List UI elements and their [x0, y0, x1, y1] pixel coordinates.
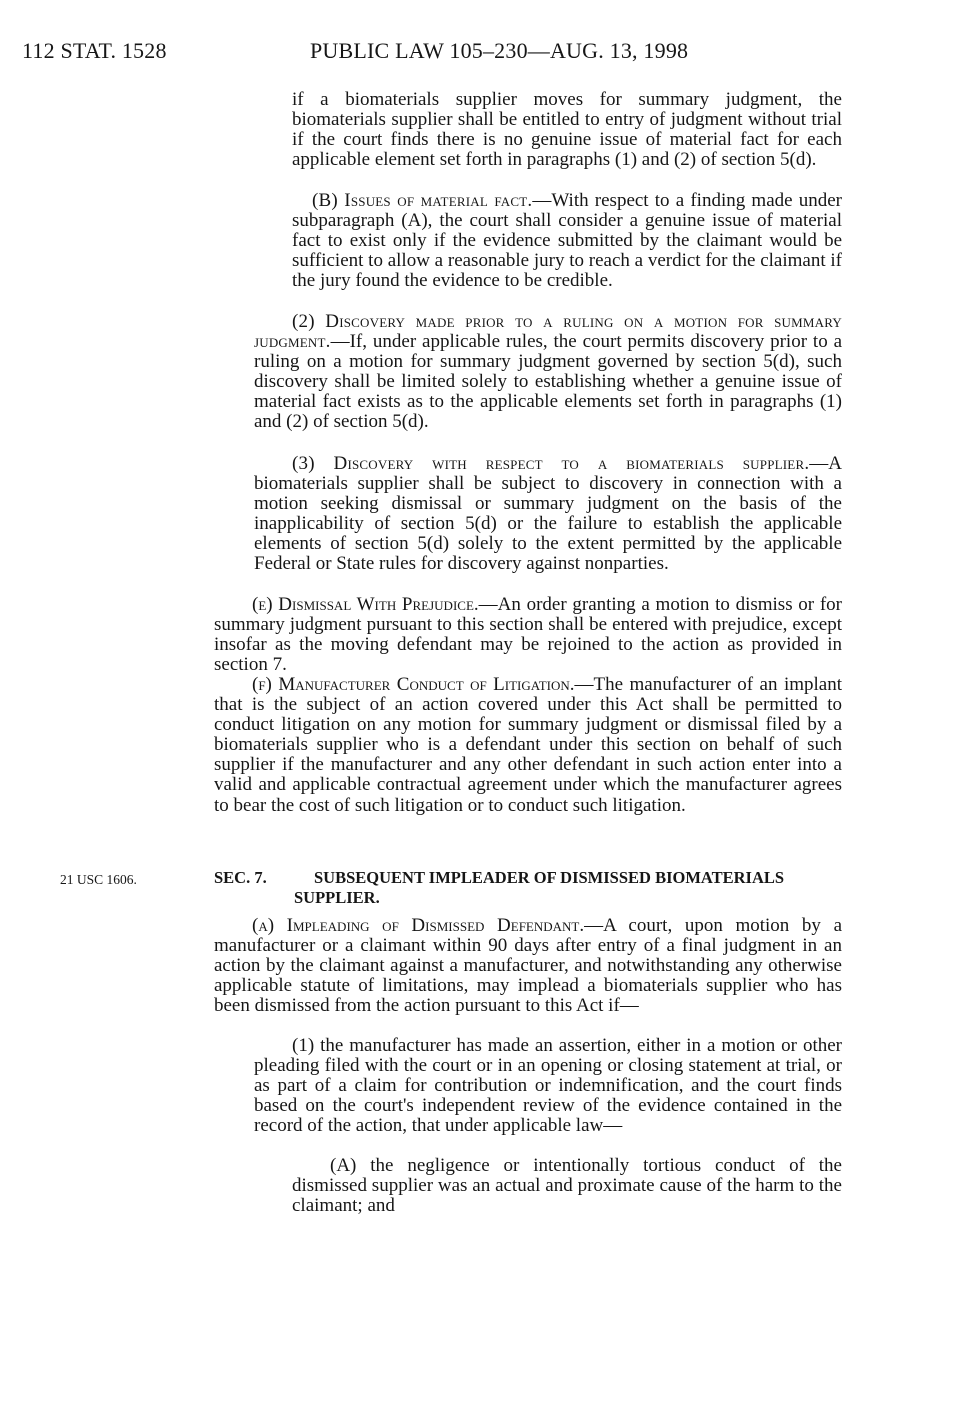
paragraph-heading: (a) Impleading of Dismissed Defendant.	[252, 915, 585, 936]
paragraph-text: —If, under applicable rules, the court permits discovery prior to a ruling on a motion for summary judgment governed by section 5(d), such discovery shall be limited solely to establishing whether a genuine issue of material fact exists as to the applicable elements set forth in paragraphs (1) and (2) of section 5(d).	[254, 331, 842, 433]
paragraph-impleading-dismissed-defendant	[214, 916, 842, 1016]
paragraph-summary-judgment-continued	[292, 90, 842, 170]
law-title: PUBLIC LAW 105–230—AUG. 13, 1998	[310, 38, 689, 63]
paragraph-text: (A) the negligence or intentionally tortious conduct of the dismissed supplier was an actual and proximate cause of the harm to the claimant; and	[292, 1155, 842, 1217]
paragraph-discovery-biomaterials-supplier	[254, 454, 842, 575]
paragraph-heading: (2) Discovery made prior to a ruling on a motion for summary judgment.	[254, 311, 842, 353]
paragraph-text: —The manufacturer of an implant that is the subject of an action covered under this Act shall be permitted to conduct litigation on any motion for summary judgment or dismissal filed by a biomaterials supplier who is a defendant under this section on behalf of such supplier if the manufacturer and any other defendant in such action enter into a valid and applicable contractual agreement under which the manufacturer agrees to bear the cost of such litigation or to conduct such litigation.	[214, 674, 843, 816]
paragraph-text: —A court, upon motion by a manufacturer or a claimant within 90 days after entry of a final judgment in an action by the claimant against a manufacturer, and notwithstanding any otherwise applicable statute of limitations, may implead a biomaterials supplier who has been dismissed from the action pursuant to this Act if—	[214, 915, 843, 1017]
section-title-line2: SUPPLIER.	[294, 888, 380, 907]
paragraph-heading: (e) Dismissal With Prejudice.	[252, 594, 479, 615]
section-title-line1: SUBSEQUENT IMPLEADER OF DISMISSED BIOMATERIALS	[314, 868, 785, 887]
paragraph-text: (1) the manufacturer has made an assertion, either in a motion or other pleading filed with the court or in an opening or closing statement at trial, or as part of a claim for contribution or indemnification, and the court finds based on the court's independent review of the evidence contained in the record of the action, that under applicable law—	[254, 1035, 842, 1137]
paragraph-heading: (3) Discovery with respect to a biomaterials supplier.	[292, 453, 810, 474]
paragraph-manufacturer-assertion	[254, 1036, 842, 1136]
paragraph-heading: (B) Issues of material fact.	[312, 190, 533, 211]
section-number: SEC. 7.	[214, 868, 267, 887]
paragraph-text: if a biomaterials supplier moves for summary judgment, the biomaterials supplier shall be entitled to entry of judgment without trial if the court finds there is no genuine issue of material fact for each applicable element set forth in paragraphs (1) and (2) of section 5(d).	[292, 89, 842, 171]
stat-citation: 112 STAT. 1528	[22, 38, 167, 63]
paragraph-text: —An order granting a motion to dismiss or for summary judgment pursuant to this section shall be entered with prejudice, except insofar as the moving defendant may be rejoined to the action as provided in section 7.	[214, 594, 842, 676]
paragraph-manufacturer-conduct	[214, 675, 842, 816]
paragraph-dismissal-with-prejudice	[214, 595, 842, 675]
usc-margin-note: 21 USC 1606.	[60, 872, 137, 887]
paragraph-negligence-cause	[292, 1156, 842, 1216]
paragraph-heading: (f) Manufacturer Conduct of Litigation.	[252, 674, 575, 695]
paragraph-text: —With respect to a finding made under subparagraph (A), the court shall consider a genuine issue of material fact to exist only if the evidence submitted by the claimant would be sufficient to allow a reasonable jury to reach a verdict for the claimant if the jury found the evidence to be credible.	[292, 190, 843, 292]
paragraph-discovery-prior-to-ruling	[254, 312, 842, 433]
section-heading	[214, 868, 842, 908]
paragraph-issues-of-material-fact	[292, 191, 842, 291]
paragraph-text: —A biomaterials supplier shall be subject to discovery in connection with a motion seeking dismissal or summary judgment on the basis of the inapplicability of section 5(d) or the failure to establish the applicable elements of section 5(d) solely to the extent permitted by the applicable Federal or State rules for discovery against nonparties.	[254, 453, 842, 575]
